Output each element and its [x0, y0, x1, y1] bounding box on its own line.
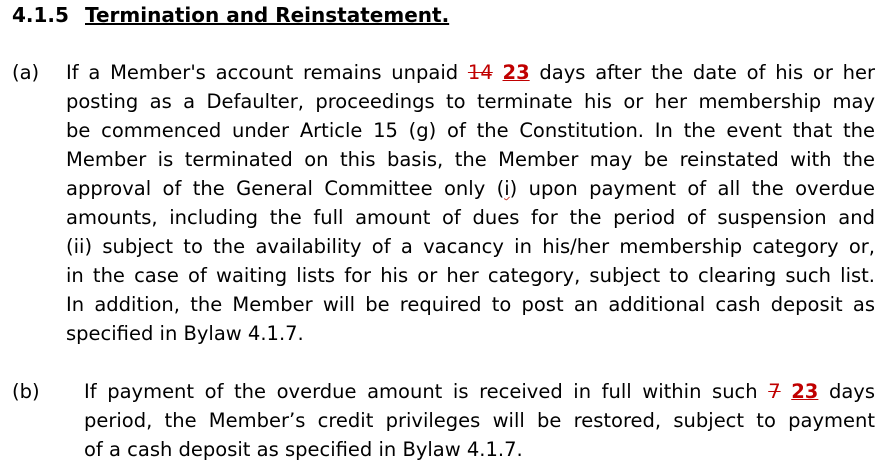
- inserted-days-value: 23: [502, 61, 530, 84]
- section-title: Termination and Reinstatement.: [85, 3, 450, 27]
- inserted-days-value: 23: [791, 380, 819, 403]
- deleted-days-value: 14: [467, 61, 493, 84]
- text-run: [493, 61, 503, 84]
- clause-a-line-1: [66, 58, 875, 87]
- clause-a-line-7: (ii) subject to the availability of a vacancy in his/her membership category or,: [66, 235, 875, 258]
- text-run: ) upon payment of all the overdue: [509, 177, 875, 200]
- clause-a-line-10: specified in Bylaw 4.1.7.: [66, 322, 304, 345]
- clause-a-line-8: in the case of waiting lists for his or her category, subject to clearing such list.: [66, 264, 875, 287]
- text-run: days: [818, 380, 875, 403]
- clause-a-line-6: amounts, including the full amount of dues for the period of suspension and: [66, 206, 875, 229]
- section-heading: [12, 2, 449, 28]
- clause-b-label: (b): [12, 380, 40, 403]
- clause-a-line-3: be commenced under Article 15 (g) of the Constitution. In the event that the: [66, 119, 875, 142]
- clause-a-line-5: [66, 174, 875, 203]
- deleted-days-value: 7: [768, 380, 781, 403]
- clause-b-line-2: period, the Member’s credit privileges will be restored, subject to payment: [84, 409, 875, 432]
- text-run: If a Member's account remains unpaid: [66, 61, 468, 84]
- clause-a-line-4: Member is terminated on this basis, the Member may be reinstated with the: [66, 148, 875, 171]
- clause-b-line-1: [84, 377, 875, 406]
- text-run: [781, 380, 792, 403]
- text-run: If payment of the overdue amount is received in full within such: [84, 380, 769, 403]
- section-number: 4.1.5: [12, 3, 69, 27]
- clause-b-line-3: of a cash deposit as specified in Bylaw 4.1.7.: [84, 438, 523, 461]
- clause-a-line-2: posting as a Defaulter, proceedings to terminate his or her membership may: [66, 90, 875, 113]
- clause-a-label: (a): [12, 61, 40, 84]
- clause-a-line-9: In addition, the Member will be required to post an additional cash deposit as: [66, 293, 875, 316]
- text-run: approval of the General Committee only (: [66, 177, 505, 200]
- text-run: days after the date of his or her: [529, 61, 875, 84]
- spellcheck-flagged-text: i: [504, 177, 510, 200]
